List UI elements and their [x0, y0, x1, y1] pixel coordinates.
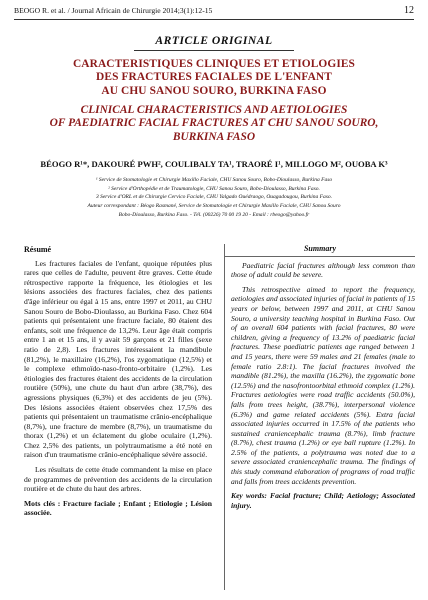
title-french	[20, 58, 408, 98]
resume-paragraph: Les fractures faciales de l'enfant, quoique réputées plus rares que celles de l'adulte, peuvent être graves. Cette étude rétrospective rapporte la fréquence, les étiologies et les lésions associées des fractures faciales, chez des patients d'âge inférieur ou égal à 15 ans, entre 1997 et 2011, au CHU Sanou Souro de Bobo-Dioulasso, au Burkina Faso. Chez 604 patients qui présentaient une fracture faciale, 80 étaient des enfants, soit une fréquence de 13,2%. Leur âge était compris entre 1 an et 15 ans, il y avait 59 garçons et 21 filles (sexe ratio de 2,8). Les fractures intéressaient la mandibule (81,2%), le maxillaire (16,2%), l'os zygomatique (12,5%) et le complexe ethmoïdo-naso-fronto-orbitaire (1,2%). Les étiologies des fractures étaient des accidents de la circulation routière (50%), une chute du haut d'un arbre (38,7%), des agressions physiques (6,3%) et des accidents de jeu (5%). Des lésions associées étaient observées chez 17,5% des patients qui présentaient un traumatisme crânio-encéphalique (8,7%), une fracture de membre (8,7%), un traumatisme du thorax (1,2%) et un éclatement du globe oculaire (1,2%). Chez 2,5% des patients, un polytraumatisme a été noté en raison d'un traumatisme crânio-encéphalique sévère associé.	[24, 258, 212, 460]
journal-citation: BEOGO R. et al. / Journal Africain de Chirurgie 2014;3(1):12-15	[14, 6, 213, 15]
summary-paragraph: This retrospective aimed to report the frequency, aetiologies and associated injuries of facial in patients of 15 years or below, between 1997 and 2011, at CHU Sanou Souro, a university teaching hospital in Burkina Faso. Out of an overall 604 patients with facial fractures, 80 were children, giving a frequency of 13.2% of paediatric facial fractures. These paediatric patients age ranged between 1 and 15 years, there were 59 males and 21 females (male to female ratio 2.8:1). The facial fractures involved the mandible (81.2%), the maxilla (16.2%), the zygomatic bone (12.5%) and the nasofrontoorbital ethmoid complex (1.2%). Fractures aetiologies were road traffic accidents (50.0%), falls from trees height, (38.7%), interpersonal violence (6.3%) and game related accidents (5%). Extra facial associated injuries occurred in 17.5% of the patients who sustained craniencephalic trauma (8.7%), limb fracture (8.7%), chest trauma (1.2%) or eye ball rupture (1.2%). In 2.5% of the patients, a polytrauma was noted due to a severe associated craniencephalic trauma. The findings of this study command elaboration of programs of road traffic and falls from trees accidents prevention.	[231, 284, 415, 486]
resume-column	[24, 245, 212, 518]
keywords-value: Fracture faciale ; Enfant ; Etiologie ; Lésion associée.	[24, 498, 212, 518]
resume-keywords	[24, 499, 212, 518]
affiliation-line: ² Service d'Orthopédie et de Traumatologie, CHU Sanou Souro, Bobo-Dioulasso, Burkina Faso.	[108, 185, 320, 192]
title-english-line: OF PAEDIATRIC FACIAL FRACTURES AT CHU SANOU SOURO,	[49, 117, 379, 130]
article-type: ARTICLE ORIGINAL	[155, 34, 273, 47]
title-french-line: DES FRACTURES FACIALES DE L'ENFANT	[96, 71, 332, 84]
title-french-line: AU CHU SANOU SOURO, BURKINA FASO	[101, 84, 327, 97]
corresponding-contact: Bobo-Dioulasso, Burkina Faso. - Tél. (00226) 70 00 19 20 - Email : rbeogo@yahoo.fr	[118, 211, 310, 218]
affiliation-line: ¹ Service de Stomatologie et Chirurgie Maxillo Faciale, CHU Sanou Souro, Bobo-Dioulasso, Burkina Faso	[95, 177, 333, 183]
title-english-line: CLINICAL CHARACTERISTICS AND AETIOLOGIES	[80, 104, 348, 116]
keywords-value: Facial fracture; Child; Aetiology; Associated injury.	[231, 491, 415, 510]
article-type-divider	[134, 50, 294, 51]
title-english-line: BURKINA FASO	[172, 130, 256, 143]
affiliations	[30, 176, 398, 220]
summary-keywords	[231, 491, 415, 510]
title-french-line: CARACTERISTIQUES CLINIQUES ET ETIOLOGIES	[72, 58, 355, 70]
corresponding-author: Auteur correspondant : Béogo Rasmané, Service de Stomatologie et Chirurgie Maxillo Faciale, CHU Sanou Souro	[87, 203, 341, 210]
author-list: BÉOGO R¹*, DAKOURÉ PWH², COULIBALY TA¹, TRAORÉ I¹, MILLOGO M², OUOBA K³	[40, 159, 388, 169]
title-english	[20, 104, 408, 144]
summary-heading: Summary	[225, 244, 415, 257]
keywords-label: Mots clés :	[24, 498, 61, 508]
keywords-label: Key words:	[231, 491, 267, 501]
summary-paragraph: Paediatric facial fractures although less common than those of adult could be severe.	[231, 260, 415, 280]
page-number: 12	[404, 5, 414, 16]
affiliation-line: 3 Service d'ORL et de Chirurgie Cervico Faciale, CHU Yalgado Ouédraogo, Ouagadougou, Burkina Faso.	[95, 194, 333, 201]
resume-paragraph: Les résultats de cette étude commandent la mise en place de programmes de prévention des accidents de la circulation routière et de chute du haut des arbres.	[24, 465, 212, 494]
summary-column	[224, 244, 415, 590]
resume-heading: Résumé	[24, 245, 52, 254]
running-head	[14, 5, 414, 20]
